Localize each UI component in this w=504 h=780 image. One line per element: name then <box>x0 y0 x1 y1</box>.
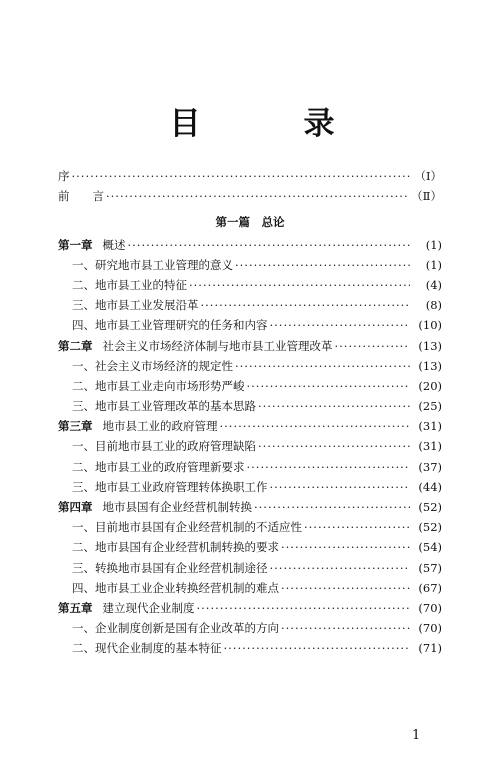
entry-title: 二、地市县国有企业经营机制转换的要求 <box>72 540 279 555</box>
toc-subsection-entry[interactable] <box>58 396 442 416</box>
toc-entry-page: （Ⅱ） <box>411 189 442 204</box>
toc-subsection-entry[interactable] <box>58 558 442 578</box>
toc-entry-label: 前 言 <box>58 189 104 204</box>
dot-leader <box>72 166 411 186</box>
toc-subsection-entry[interactable] <box>58 618 442 638</box>
toc-entry-page: (52) <box>418 520 442 535</box>
dot-leader <box>201 295 411 315</box>
dot-leader <box>281 537 410 557</box>
toc-entry-label <box>58 497 254 517</box>
toc-entry-page: (70) <box>418 600 442 615</box>
toc-entry-label <box>58 336 335 356</box>
toc-entry-label <box>58 416 220 436</box>
toc-entry-label <box>72 255 235 275</box>
toc-entry-page: (8) <box>425 298 442 313</box>
dot-leader <box>270 477 411 497</box>
toc-entry-label: 序 <box>58 169 70 183</box>
toc-subsection-entry[interactable] <box>58 376 442 396</box>
toc-entry-page: (1) <box>425 237 442 252</box>
entry-title: 三、转换地市县国有企业经营机制途径 <box>72 560 268 575</box>
toc-entry-label <box>72 558 270 578</box>
toc-chapter-entry[interactable] <box>58 416 442 436</box>
entry-title: 一、企业制度创新是国有企业改革的方向 <box>72 621 279 636</box>
toc-entry-label <box>72 618 281 638</box>
toc-entry-page: (10) <box>418 318 442 333</box>
toc-chapter-entry[interactable] <box>58 235 442 255</box>
toc-entry-page: (13) <box>418 338 442 353</box>
toc-subsection-entry[interactable] <box>58 315 442 335</box>
toc-subsection-entry[interactable] <box>58 457 442 477</box>
dot-leader <box>224 638 411 658</box>
entry-title: 四、地市县工业管理研究的任务和内容 <box>72 318 268 333</box>
toc-entry-page: (70) <box>418 621 442 636</box>
dot-leader <box>270 558 411 578</box>
toc-chapter-entry[interactable] <box>58 497 442 517</box>
chapter-number: 第四章 <box>58 500 93 514</box>
toc-entry-page: (44) <box>418 479 442 494</box>
toc-chapter-entry[interactable] <box>58 336 442 356</box>
entry-title: 地市县工业的政府管理 <box>102 419 218 434</box>
dot-leader <box>304 517 410 537</box>
dot-leader <box>281 618 410 638</box>
toc-subsection-entry[interactable] <box>58 537 442 557</box>
toc-entry-label <box>72 376 247 396</box>
toc-entry-label <box>72 638 224 658</box>
dot-leader <box>281 578 410 598</box>
toc-entry-page: (54) <box>418 540 442 555</box>
entry-title: 建立现代企业制度 <box>102 600 195 615</box>
dot-leader <box>254 497 410 517</box>
dot-leader <box>247 457 411 477</box>
toc-entry-page: (71) <box>418 641 442 656</box>
toc-entry-label <box>72 477 270 497</box>
toc-entry-label <box>72 356 235 376</box>
toc-subsection-entry[interactable] <box>58 517 442 537</box>
entry-title: 三、地市县工业政府管理转体换职工作 <box>72 479 268 494</box>
toc-entry-label <box>72 275 189 295</box>
toc-subsection-entry[interactable] <box>58 295 442 315</box>
entry-title: 社会主义市场经济体制与地市县工业管理改革 <box>102 338 333 353</box>
toc-entry-label <box>58 235 128 255</box>
toc-entry-label <box>72 578 281 598</box>
dot-leader <box>106 186 409 206</box>
toc-entries <box>58 235 442 659</box>
entry-title: 三、地市县工业管理改革的基本思路 <box>72 399 256 414</box>
chapter-number: 第二章 <box>58 338 93 353</box>
entry-title: 二、地市县工业的特征 <box>72 277 187 292</box>
toc-subsection-entry[interactable] <box>58 275 442 295</box>
dot-leader <box>270 315 411 335</box>
dot-leader <box>128 235 411 255</box>
toc-entry-page: (1) <box>425 257 442 272</box>
toc-section-heading <box>58 212 442 232</box>
toc-entry-page: (52) <box>418 500 442 514</box>
toc-entry-label <box>58 598 197 618</box>
dot-leader <box>235 356 410 376</box>
toc-entry-label <box>72 396 258 416</box>
dot-leader <box>258 396 410 416</box>
dot-leader <box>189 275 410 295</box>
entry-title: 一、研究地市县工业管理的意义 <box>72 257 233 272</box>
toc-entry-label <box>72 537 281 557</box>
entry-title: 三、地市县工业发展沿革 <box>72 298 199 313</box>
toc-entry-page: (31) <box>418 439 442 454</box>
toc-subsection-entry[interactable] <box>58 578 442 598</box>
entry-title: 概述 <box>102 237 126 252</box>
chapter-number: 第三章 <box>58 419 93 434</box>
toc-entry-page: (57) <box>418 560 442 575</box>
section-title: 第一篇 总论 <box>215 215 285 230</box>
entry-title: 二、现代企业制度的基本特征 <box>72 641 222 656</box>
toc-entry-label <box>72 457 247 477</box>
entry-title: 四、地市县工业企业转换经营机制的难点 <box>72 580 279 595</box>
toc-front-matter-foreword[interactable] <box>58 186 442 206</box>
toc-entry-page: (67) <box>418 580 442 595</box>
toc-subsection-entry[interactable] <box>58 255 442 275</box>
dot-leader <box>335 336 411 356</box>
toc-entry-page: (20) <box>418 378 442 393</box>
chapter-number: 第一章 <box>58 237 93 252</box>
entry-title: 一、目前地市县工业的政府管理缺陷 <box>72 439 256 454</box>
toc-subsection-entry[interactable] <box>58 436 442 456</box>
toc-front-matter-preface[interactable] <box>58 166 442 186</box>
toc-subsection-entry[interactable] <box>58 638 442 658</box>
dot-leader <box>235 255 410 275</box>
toc-entry-label <box>72 315 270 335</box>
toc-entry-page: (31) <box>418 419 442 434</box>
entry-title: 二、地市县工业走向市场形势严峻 <box>72 378 245 393</box>
toc-entry-label <box>72 295 201 315</box>
toc-entry-page: (13) <box>418 358 442 373</box>
toc-entry-page: (25) <box>418 399 442 414</box>
toc-entry-label <box>72 517 304 537</box>
page-number: 1 <box>412 728 421 743</box>
page-title: 目 录 <box>169 106 371 142</box>
toc-entry-page: (4) <box>425 277 442 292</box>
entry-title: 地市县国有企业经营机制转换 <box>102 500 252 514</box>
dot-leader <box>247 376 411 396</box>
entry-title: 一、社会主义市场经济的规定性 <box>72 358 233 373</box>
dot-leader <box>220 416 411 436</box>
toc-subsection-entry[interactable] <box>58 356 442 376</box>
table-of-contents <box>58 166 442 659</box>
chapter-number: 第五章 <box>58 600 93 615</box>
toc-entry-page: （Ⅰ） <box>414 169 442 183</box>
toc-entry-page: (37) <box>418 459 442 474</box>
entry-title: 一、目前地市县国有企业经营机制的不适应性 <box>72 520 302 535</box>
dot-leader <box>258 436 410 456</box>
toc-entry-label <box>72 436 258 456</box>
toc-chapter-entry[interactable] <box>58 598 442 618</box>
entry-title: 二、地市县工业的政府管理新要求 <box>72 459 245 474</box>
dot-leader <box>197 598 411 618</box>
toc-subsection-entry[interactable] <box>58 477 442 497</box>
